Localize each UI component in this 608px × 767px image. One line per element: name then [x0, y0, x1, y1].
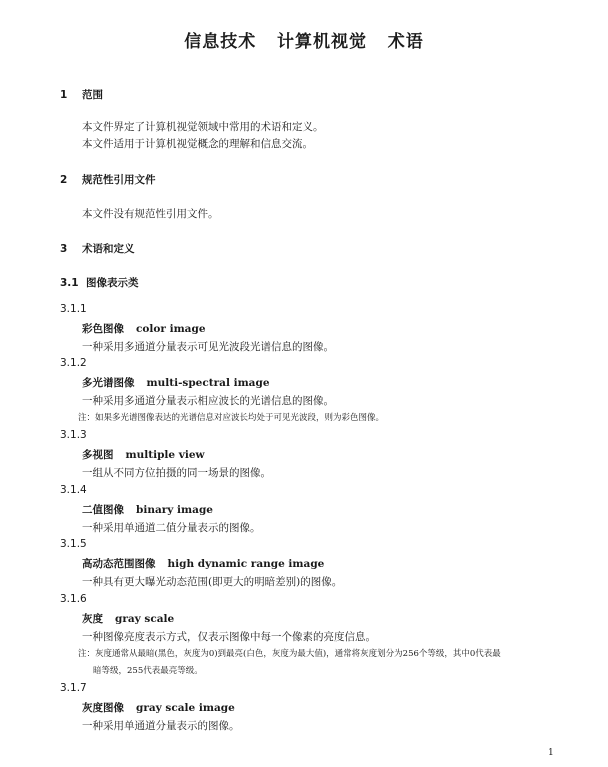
- section-title: 范围: [82, 89, 103, 101]
- term-english: gray scale image: [136, 702, 235, 714]
- term-entry: [82, 700, 235, 715]
- term-note: 注：如果多光谱图像表达的光谱信息对应波长均处于可见光波段，则为彩色图像。: [78, 413, 385, 423]
- term-definition: 一种图像亮度表示方式，仅表示图像中每一个像素的亮度信息。: [82, 631, 376, 643]
- page-number: 1: [548, 748, 554, 758]
- paragraph: 本文件没有规范性引用文件。: [82, 208, 219, 220]
- term-english: high dynamic range image: [167, 558, 325, 570]
- term-number: 3.1.2: [60, 357, 87, 369]
- term-definition: 一组从不同方位拍摄的同一场景的图像。: [82, 467, 271, 479]
- term-chinese: 灰度: [82, 613, 103, 625]
- section-title: 术语和定义: [82, 243, 135, 255]
- term-entry: [82, 556, 324, 571]
- term-chinese: 灰度图像: [82, 702, 124, 714]
- term-entry: [82, 321, 206, 336]
- section-number: 3.1: [60, 277, 79, 289]
- term-definition: 一种具有更大曝光动态范围(即更大的明暗差别)的图像。: [82, 576, 343, 588]
- term-english: gray scale: [115, 613, 175, 625]
- term-definition: 一种采用单通道二值分量表示的图像。: [82, 522, 261, 534]
- term-note: 注：灰度通常从最暗(黑色，灰度为0)到最亮(白色，灰度为最大值)，通常将灰度划分为256个等级，其中0代表最: [78, 649, 501, 659]
- paragraph: 本文件适用于计算机视觉概念的理解和信息交流。: [82, 138, 313, 150]
- term-chinese: 多光谱图像: [82, 377, 135, 389]
- term-english: multiple view: [125, 449, 205, 461]
- term-english: color image: [136, 323, 206, 335]
- term-english: binary image: [136, 504, 213, 516]
- term-chinese: 多视图: [82, 449, 114, 461]
- term-number: 3.1.5: [60, 538, 87, 550]
- term-chinese: 二值图像: [82, 504, 124, 516]
- page-title: 信息技术 计算机视觉 术语: [184, 32, 424, 52]
- term-number: 3.1.4: [60, 484, 87, 496]
- term-number: 3.1.3: [60, 429, 87, 441]
- term-english: multi-spectral image: [146, 377, 270, 389]
- section-heading-3-1: [60, 275, 139, 290]
- term-number: 3.1.6: [60, 593, 87, 605]
- term-entry: [82, 611, 174, 626]
- term-chinese: 彩色图像: [82, 323, 124, 335]
- term-entry: [82, 375, 270, 390]
- term-definition: 一种采用多通道分量表示相应波长的光谱信息的图像。: [82, 395, 334, 407]
- section-title: 规范性引用文件: [82, 174, 156, 186]
- paragraph: 本文件界定了计算机视觉领域中常用的术语和定义。: [82, 121, 324, 133]
- section-number: 3: [60, 243, 68, 255]
- term-number: 3.1.1: [60, 303, 87, 315]
- term-entry: [82, 447, 205, 462]
- section-heading-3: [60, 241, 135, 256]
- term-number: 3.1.7: [60, 682, 87, 694]
- section-heading-2: [60, 172, 156, 187]
- section-title: 图像表示类: [86, 277, 139, 289]
- term-entry: [82, 502, 213, 517]
- term-definition: 一种采用多通道分量表示可见光波段光谱信息的图像。: [82, 341, 334, 353]
- term-definition: 一种采用单通道分量表示的图像。: [82, 720, 240, 732]
- term-note-continuation: 暗等级，255代表最亮等级。: [93, 666, 203, 676]
- section-number: 2: [60, 174, 68, 186]
- section-number: 1: [60, 89, 68, 101]
- term-chinese: 高动态范围图像: [82, 558, 156, 570]
- section-heading-1: [60, 87, 103, 102]
